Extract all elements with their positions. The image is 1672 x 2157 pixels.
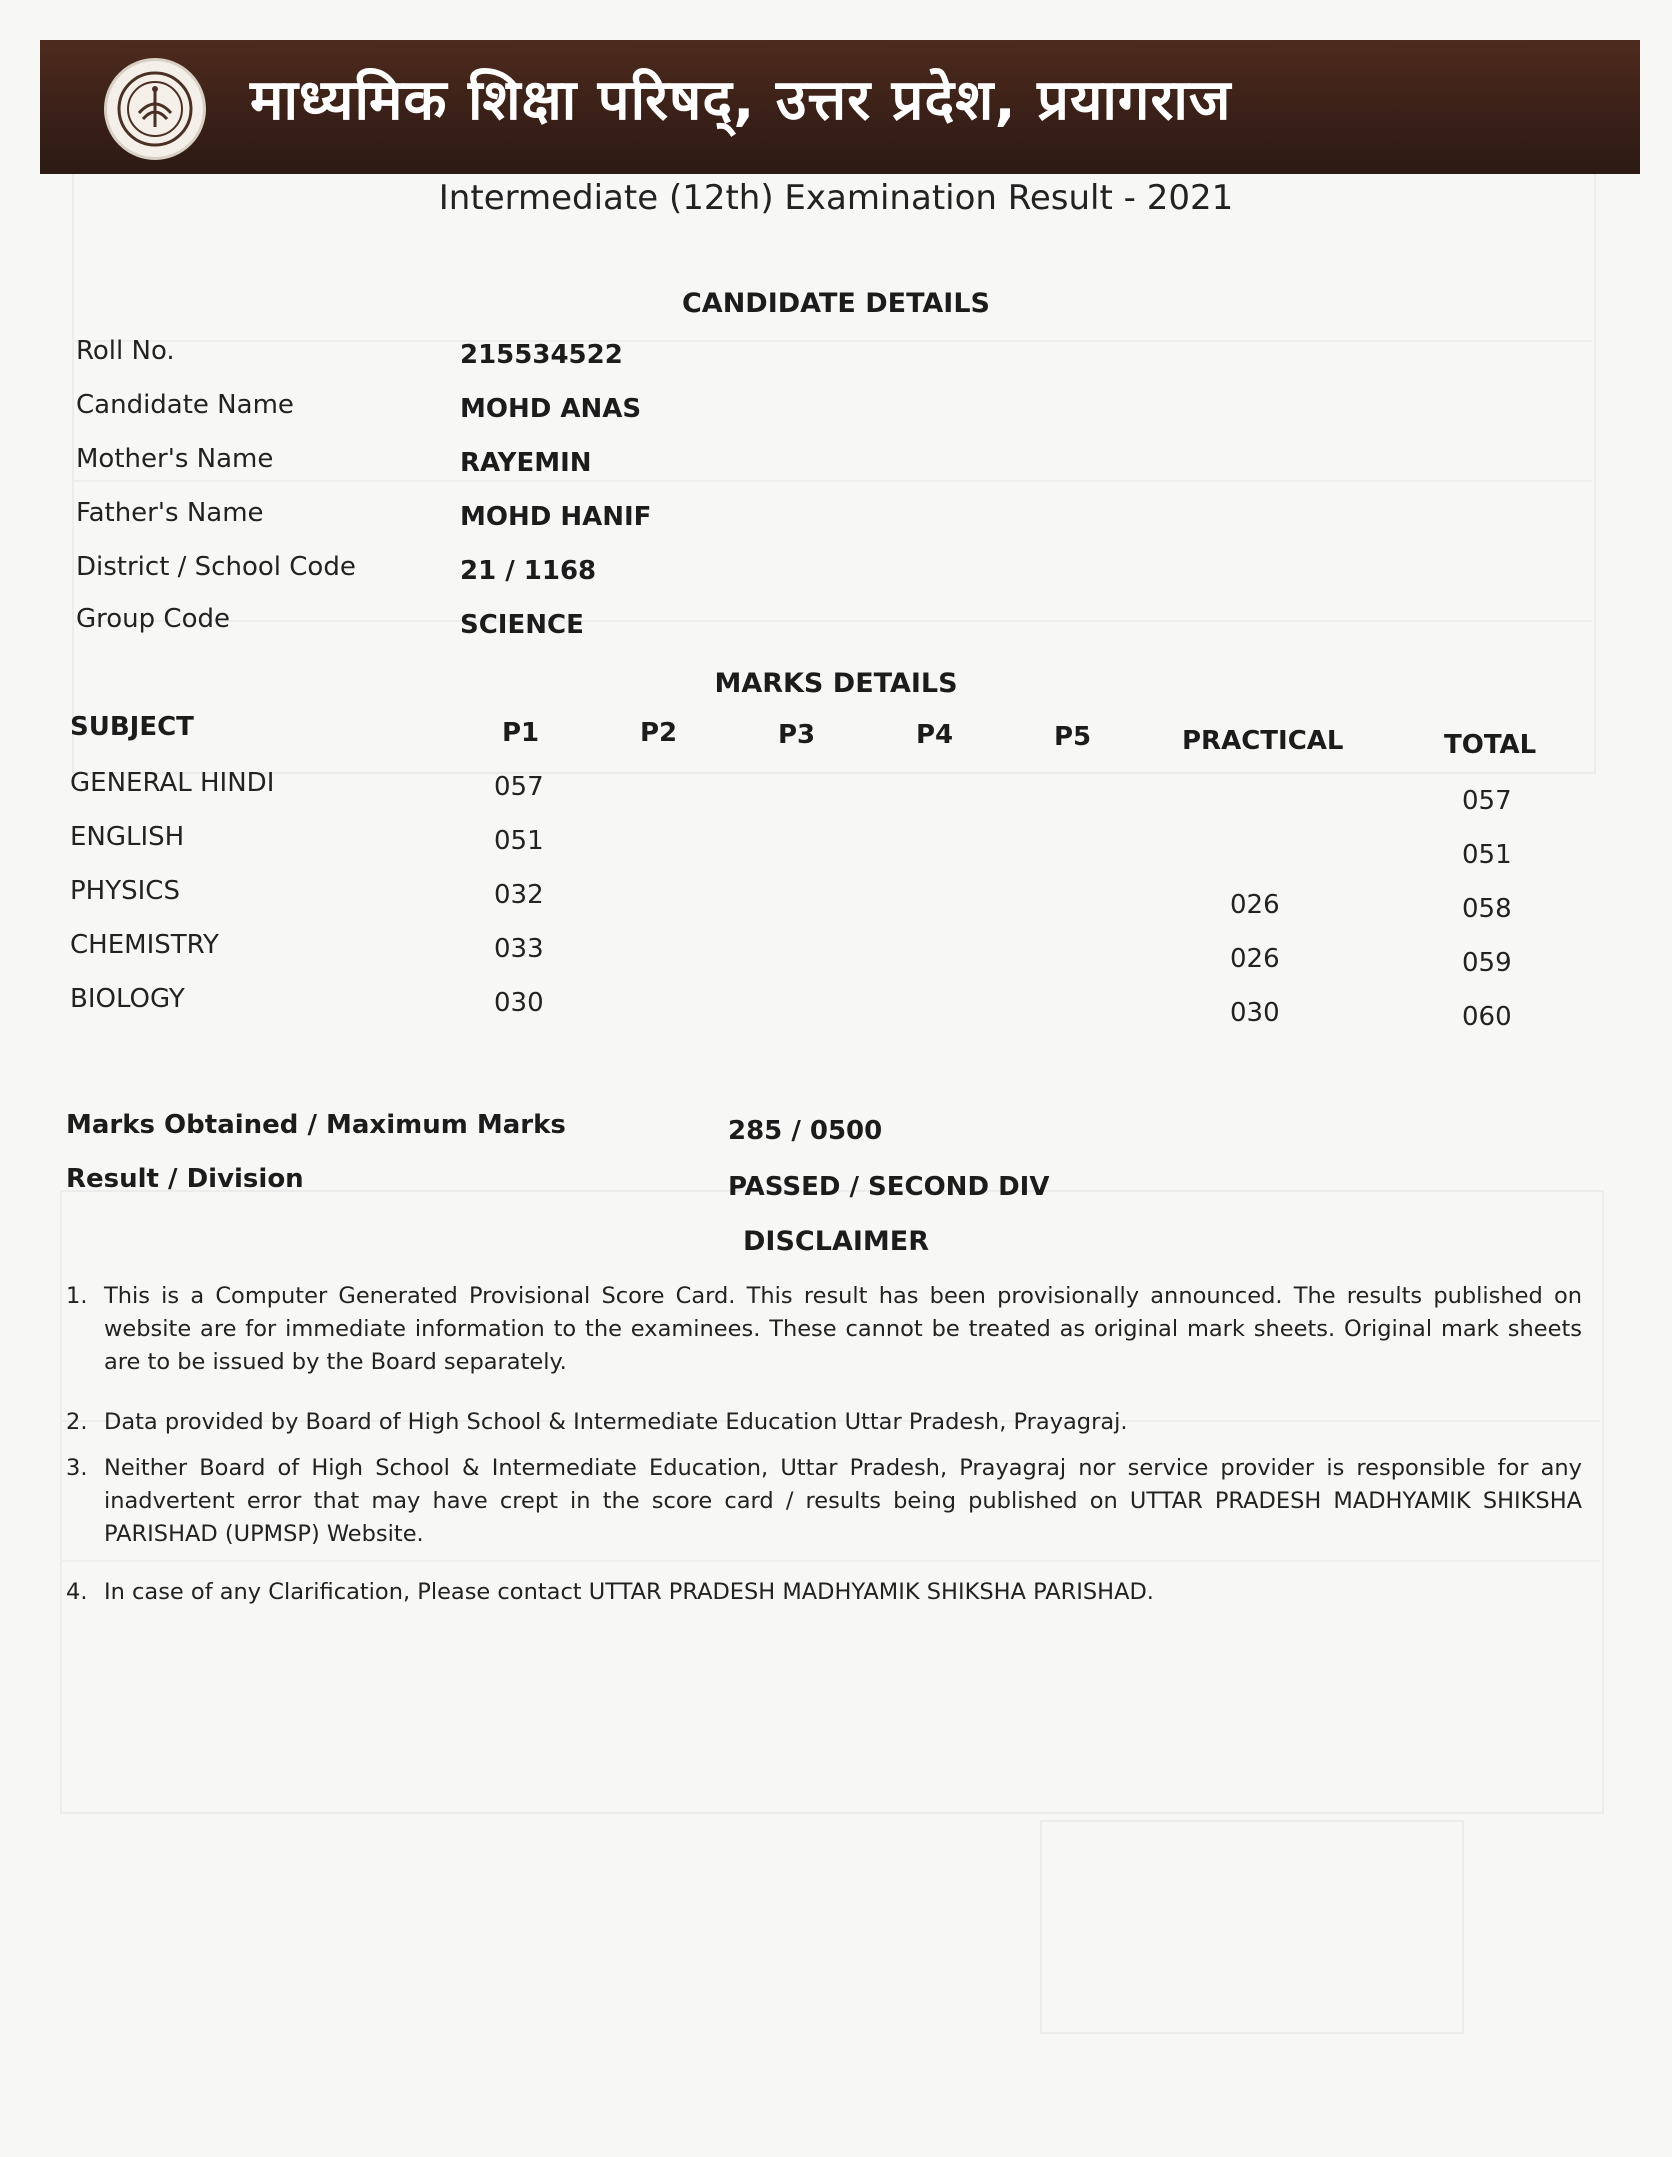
bleed-through-box (1040, 1820, 1464, 2034)
mother-name-value: RAYEMIN (460, 448, 592, 478)
group-code-value: SCIENCE (460, 610, 584, 640)
col-header-subject: SUBJECT (70, 712, 194, 742)
p1-marks: 033 (494, 934, 544, 964)
col-header-p5: P5 (1054, 722, 1092, 752)
roll-no-label: Roll No. (76, 336, 175, 366)
disclaimer-item (66, 1406, 1582, 1439)
col-header-p4: P4 (916, 720, 954, 750)
practical-marks: 026 (1230, 944, 1280, 974)
col-header-total: TOTAL (1444, 730, 1537, 760)
practical-marks: 030 (1230, 998, 1280, 1028)
board-header-banner (40, 40, 1640, 174)
disclaimer-item (66, 1280, 1582, 1379)
candidate-name-value: MOHD ANAS (460, 394, 642, 424)
total-marks: 057 (1462, 786, 1512, 816)
candidate-details-heading: CANDIDATE DETAILS (681, 288, 990, 319)
group-code-label: Group Code (76, 604, 230, 634)
bleed-through-line (60, 1560, 1600, 1562)
p1-marks: 057 (494, 772, 544, 802)
subject-name: CHEMISTRY (70, 930, 219, 960)
subject-name: PHYSICS (70, 876, 180, 906)
total-marks: 060 (1462, 1002, 1512, 1032)
district-school-code-label: District / School Code (76, 552, 356, 582)
col-header-p1: P1 (502, 718, 540, 748)
roll-no-value: 215534522 (460, 340, 623, 370)
col-header-practical: PRACTICAL (1182, 726, 1344, 756)
disclaimer-text: Data provided by Board of High School & Intermediate Education Uttar Pradesh, Prayagraj. (104, 1409, 1128, 1435)
mother-name-label: Mother's Name (76, 444, 274, 474)
disclaimer-item (66, 1452, 1582, 1551)
subject-name: GENERAL HINDI (70, 768, 275, 798)
bleed-through-line (72, 340, 1592, 342)
disclaimer-item (66, 1576, 1582, 1609)
practical-marks: 026 (1230, 890, 1280, 920)
disclaimer-heading: DISCLAIMER (743, 1226, 929, 1257)
disclaimer-number: 4. (66, 1579, 88, 1605)
disclaimer-text: In case of any Clarification, Please contact UTTAR PRADESH MADHYAMIK SHIKSHA PARISHAD. (104, 1579, 1154, 1605)
board-name-hindi: माध्यमिक शिक्षा परिषद्, उत्तर प्रदेश, प्रयागराज (250, 68, 1232, 133)
col-header-p3: P3 (778, 720, 816, 750)
disclaimer-number: 3. (66, 1455, 88, 1481)
father-name-label: Father's Name (76, 498, 264, 528)
disclaimer-number: 2. (66, 1409, 88, 1435)
up-state-emblem-icon (104, 58, 206, 160)
exam-title: Intermediate (12th) Examination Result - 2021 (438, 178, 1234, 218)
subject-name: BIOLOGY (70, 984, 185, 1014)
p1-marks: 032 (494, 880, 544, 910)
total-marks: 051 (1462, 840, 1512, 870)
bleed-through-line (72, 480, 1592, 482)
result-division-value: PASSED / SECOND DIV (728, 1172, 1050, 1202)
marks-obtained-label: Marks Obtained / Maximum Marks (66, 1110, 566, 1140)
total-marks: 059 (1462, 948, 1512, 978)
total-marks: 058 (1462, 894, 1512, 924)
father-name-value: MOHD HANIF (460, 502, 652, 532)
p1-marks: 051 (494, 826, 544, 856)
disclaimer-text: This is a Computer Generated Provisional Score Card. This result has been provisionally announced. The results published on website are for immediate information to the examinees. These cannot be treated as original mark sheets. Original mark sheets are to be issued by the Board separately. (104, 1283, 1582, 1375)
disclaimer-text: Neither Board of High School & Intermediate Education, Uttar Pradesh, Prayagraj nor service provider is responsible for any inadvertent error that may have crept in the score card / results being published on UTTAR PRADESH MADHYAMIK SHIKSHA PARISHAD (UPMSP) Website. (104, 1455, 1582, 1547)
result-division-label: Result / Division (66, 1164, 304, 1194)
marks-details-heading: MARKS DETAILS (714, 668, 958, 699)
p1-marks: 030 (494, 988, 544, 1018)
bleed-through-line (72, 620, 1592, 622)
candidate-name-label: Candidate Name (76, 390, 294, 420)
district-school-code-value: 21 / 1168 (460, 556, 597, 586)
marks-obtained-value: 285 / 0500 (728, 1116, 883, 1146)
col-header-p2: P2 (640, 718, 678, 748)
subject-name: ENGLISH (70, 822, 185, 852)
disclaimer-number: 1. (66, 1283, 88, 1309)
